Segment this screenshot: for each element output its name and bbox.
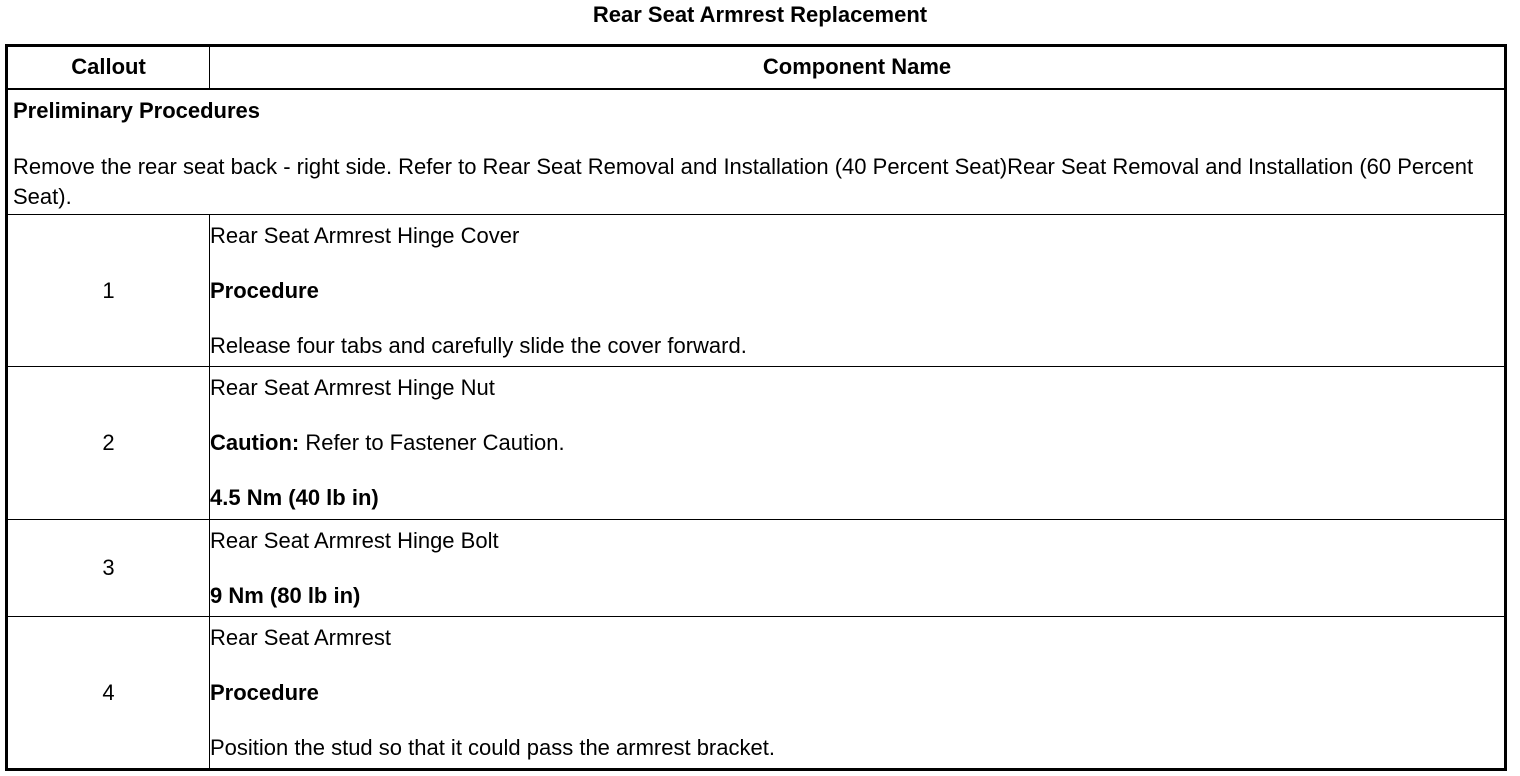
procedure-label: Procedure <box>210 277 319 303</box>
table-row <box>7 367 1506 520</box>
procedure-text: Release four tabs and carefully slide the cover forward. <box>210 332 747 358</box>
procedure-text: Position the stud so that it could pass the armrest bracket. <box>210 734 775 760</box>
table-row <box>7 617 1506 770</box>
callout-number: 2 <box>7 367 210 520</box>
caution-line <box>210 428 1504 458</box>
preliminary-procedures-cell <box>7 89 1506 215</box>
caution-text: Refer to Fastener Caution. <box>299 430 565 455</box>
document-title: Rear Seat Armrest Replacement <box>592 2 928 27</box>
table-row <box>7 520 1506 617</box>
header-callout: Callout <box>7 46 210 89</box>
callout-number: 3 <box>7 520 210 617</box>
component-cell <box>210 215 1506 367</box>
component-cell <box>210 617 1506 770</box>
procedure-label: Procedure <box>210 679 319 705</box>
component-name: Rear Seat Armrest Hinge Cover <box>210 222 520 248</box>
component-name: Rear Seat Armrest <box>210 624 391 650</box>
preliminary-text: Remove the rear seat back - right side. Refer to Rear Seat Removal and Installation (40 Percent Seat)Rear Seat Removal and Installation (60 Percent Seat). <box>13 153 1474 209</box>
preliminary-heading: Preliminary Procedures <box>13 97 261 123</box>
callout-number: 4 <box>7 617 210 770</box>
table-row <box>7 215 1506 367</box>
component-cell <box>210 520 1506 617</box>
table-header-row <box>7 46 1506 89</box>
torque-spec: 9 Nm (80 lb in) <box>210 582 361 608</box>
caution-label: Caution: <box>210 430 300 455</box>
header-component-name: Component Name <box>210 46 1506 89</box>
preliminary-procedures-row <box>7 89 1506 215</box>
component-name: Rear Seat Armrest Hinge Bolt <box>210 527 499 553</box>
component-name: Rear Seat Armrest Hinge Nut <box>210 375 495 400</box>
callout-number: 1 <box>7 215 210 367</box>
component-cell <box>210 367 1506 520</box>
torque-spec: 4.5 Nm (40 lb in) <box>210 485 379 510</box>
procedure-table <box>5 44 1507 771</box>
